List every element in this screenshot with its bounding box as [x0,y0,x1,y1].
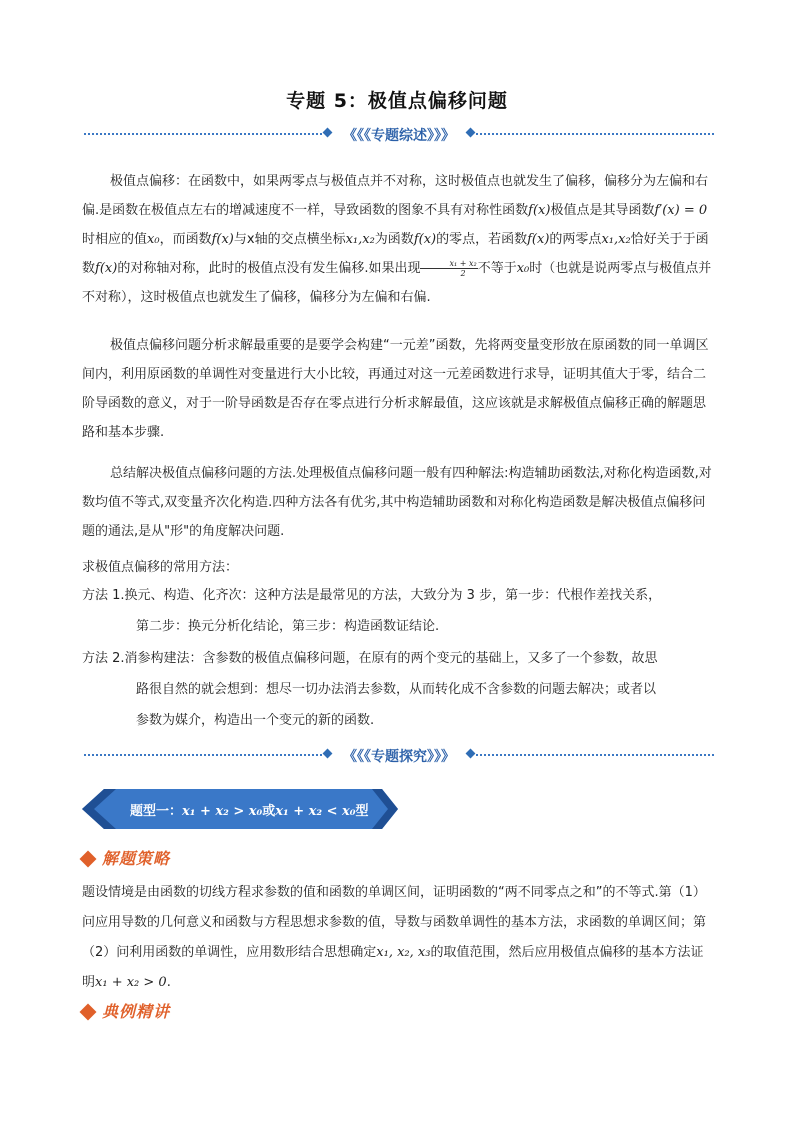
fraction: $\frac{\text{x₁ + x₂}}{2}$ [420,259,477,278]
diamond-icon [80,851,97,868]
method-2: 方法 2.消参构建法：含参数的极值点偏移问题，在原有的两个变元的基础上，又多了一个参数，故思 路很自然的就会想到：想尽一切办法消去参数，从而转化成不含参数的问题去解决；或者以 参数为媒介，构造出一个变元的新的函数. [82,651,658,728]
paragraph-summary: 总结解决极值点偏移问题的方法.处理极值点偏移问题一般有四种解法:构造辅助函数法,对称化构造函数,对数均值不等式,双变量齐次化构造.四种方法各有优劣,其中构造辅助函数和对称化构造函数是解决极值点偏移问题的通法,是从"形"的角度解决问题. [82,466,712,539]
paragraph-analysis: 极值点偏移问题分析求解最重要的是要学会构建“一元差”函数，先将两变量变形放在原函数的同一单调区间内，利用原函数的单调性对变量进行大小比较，再通过对这一元差函数进行求导，证明其值大于零，结合二阶导函数的意义，对于一阶导函数是否存在零点进行分析求解最值，这应该就是求解极值点偏移正确的解题思路和基本步骤. [82,338,709,440]
page-title: 专题 5：极值点偏移问题 [286,90,508,112]
divider-line [476,754,714,756]
diamond-icon [80,1004,97,1021]
divider-label: 《《《专题探究》》》 [343,749,455,765]
paragraph-strategy: 题设情境是由函数的切线方程求参数的值和函数的单调区间，证明函数的“两不同零点之和”的不等式.第（1）问应用导数的几何意义和函数与方程思想求参数的值，导数与函数单调性的基本方法，求函数的单调区间；第（2）问利用函数的单调性，应用数形结合思想确定x₁, x₂, x₃的取值范围，然后应用极值点偏移的基本方法证明x₁ + x₂ > 0. [82,885,707,990]
banner-text: 题型一：x₁ + x₂ > x₀或x₁ + x₂ < x₀型 [130,804,369,819]
section-divider-overview [84,125,714,143]
example-heading: 典例精讲 [82,999,170,1022]
methods-intro: 求极值点偏移的常用方法： [82,560,239,575]
divider-label: 《《《专题综述》》》 [343,128,455,144]
strategy-heading: 解题策略 [82,846,170,869]
section-divider-explore [84,746,714,764]
divider-line [476,133,714,135]
method-1: 方法 1.换元、构造、化齐次：这种方法是最常见的方法，大致分为 3 步，第一步：代根作差找关系， 第二步：换元分析化结论，第三步：构造函数证结论. [82,588,662,634]
paragraph-definition: 极值点偏移：在函数中，如果两零点与极值点并不对称，这时极值点也就发生了偏移，偏移分为左偏和右偏.是函数在极值点左右的增减速度不一样，导致函数的图象不具有对称性函数f(x)极值点是其导函数f′(x) = 0时相应的值x₀，而函数f(x)与x轴的交点横坐标x₁,x₂为函数f(x)的零点，若函数f(x)的两零点x₁,x₂恰好关于于函数f(x)的对称轴对称，此时的极值点没有发生偏移.如果出现 $\frac{\text{x₁ + x₂}}{2}$ 不等于x₀时（也就是说两零点与极值点并不对称），这时极值点也就发生了偏移，偏移分为左偏和右偏. [82,174,712,305]
question-type-banner [82,789,398,829]
